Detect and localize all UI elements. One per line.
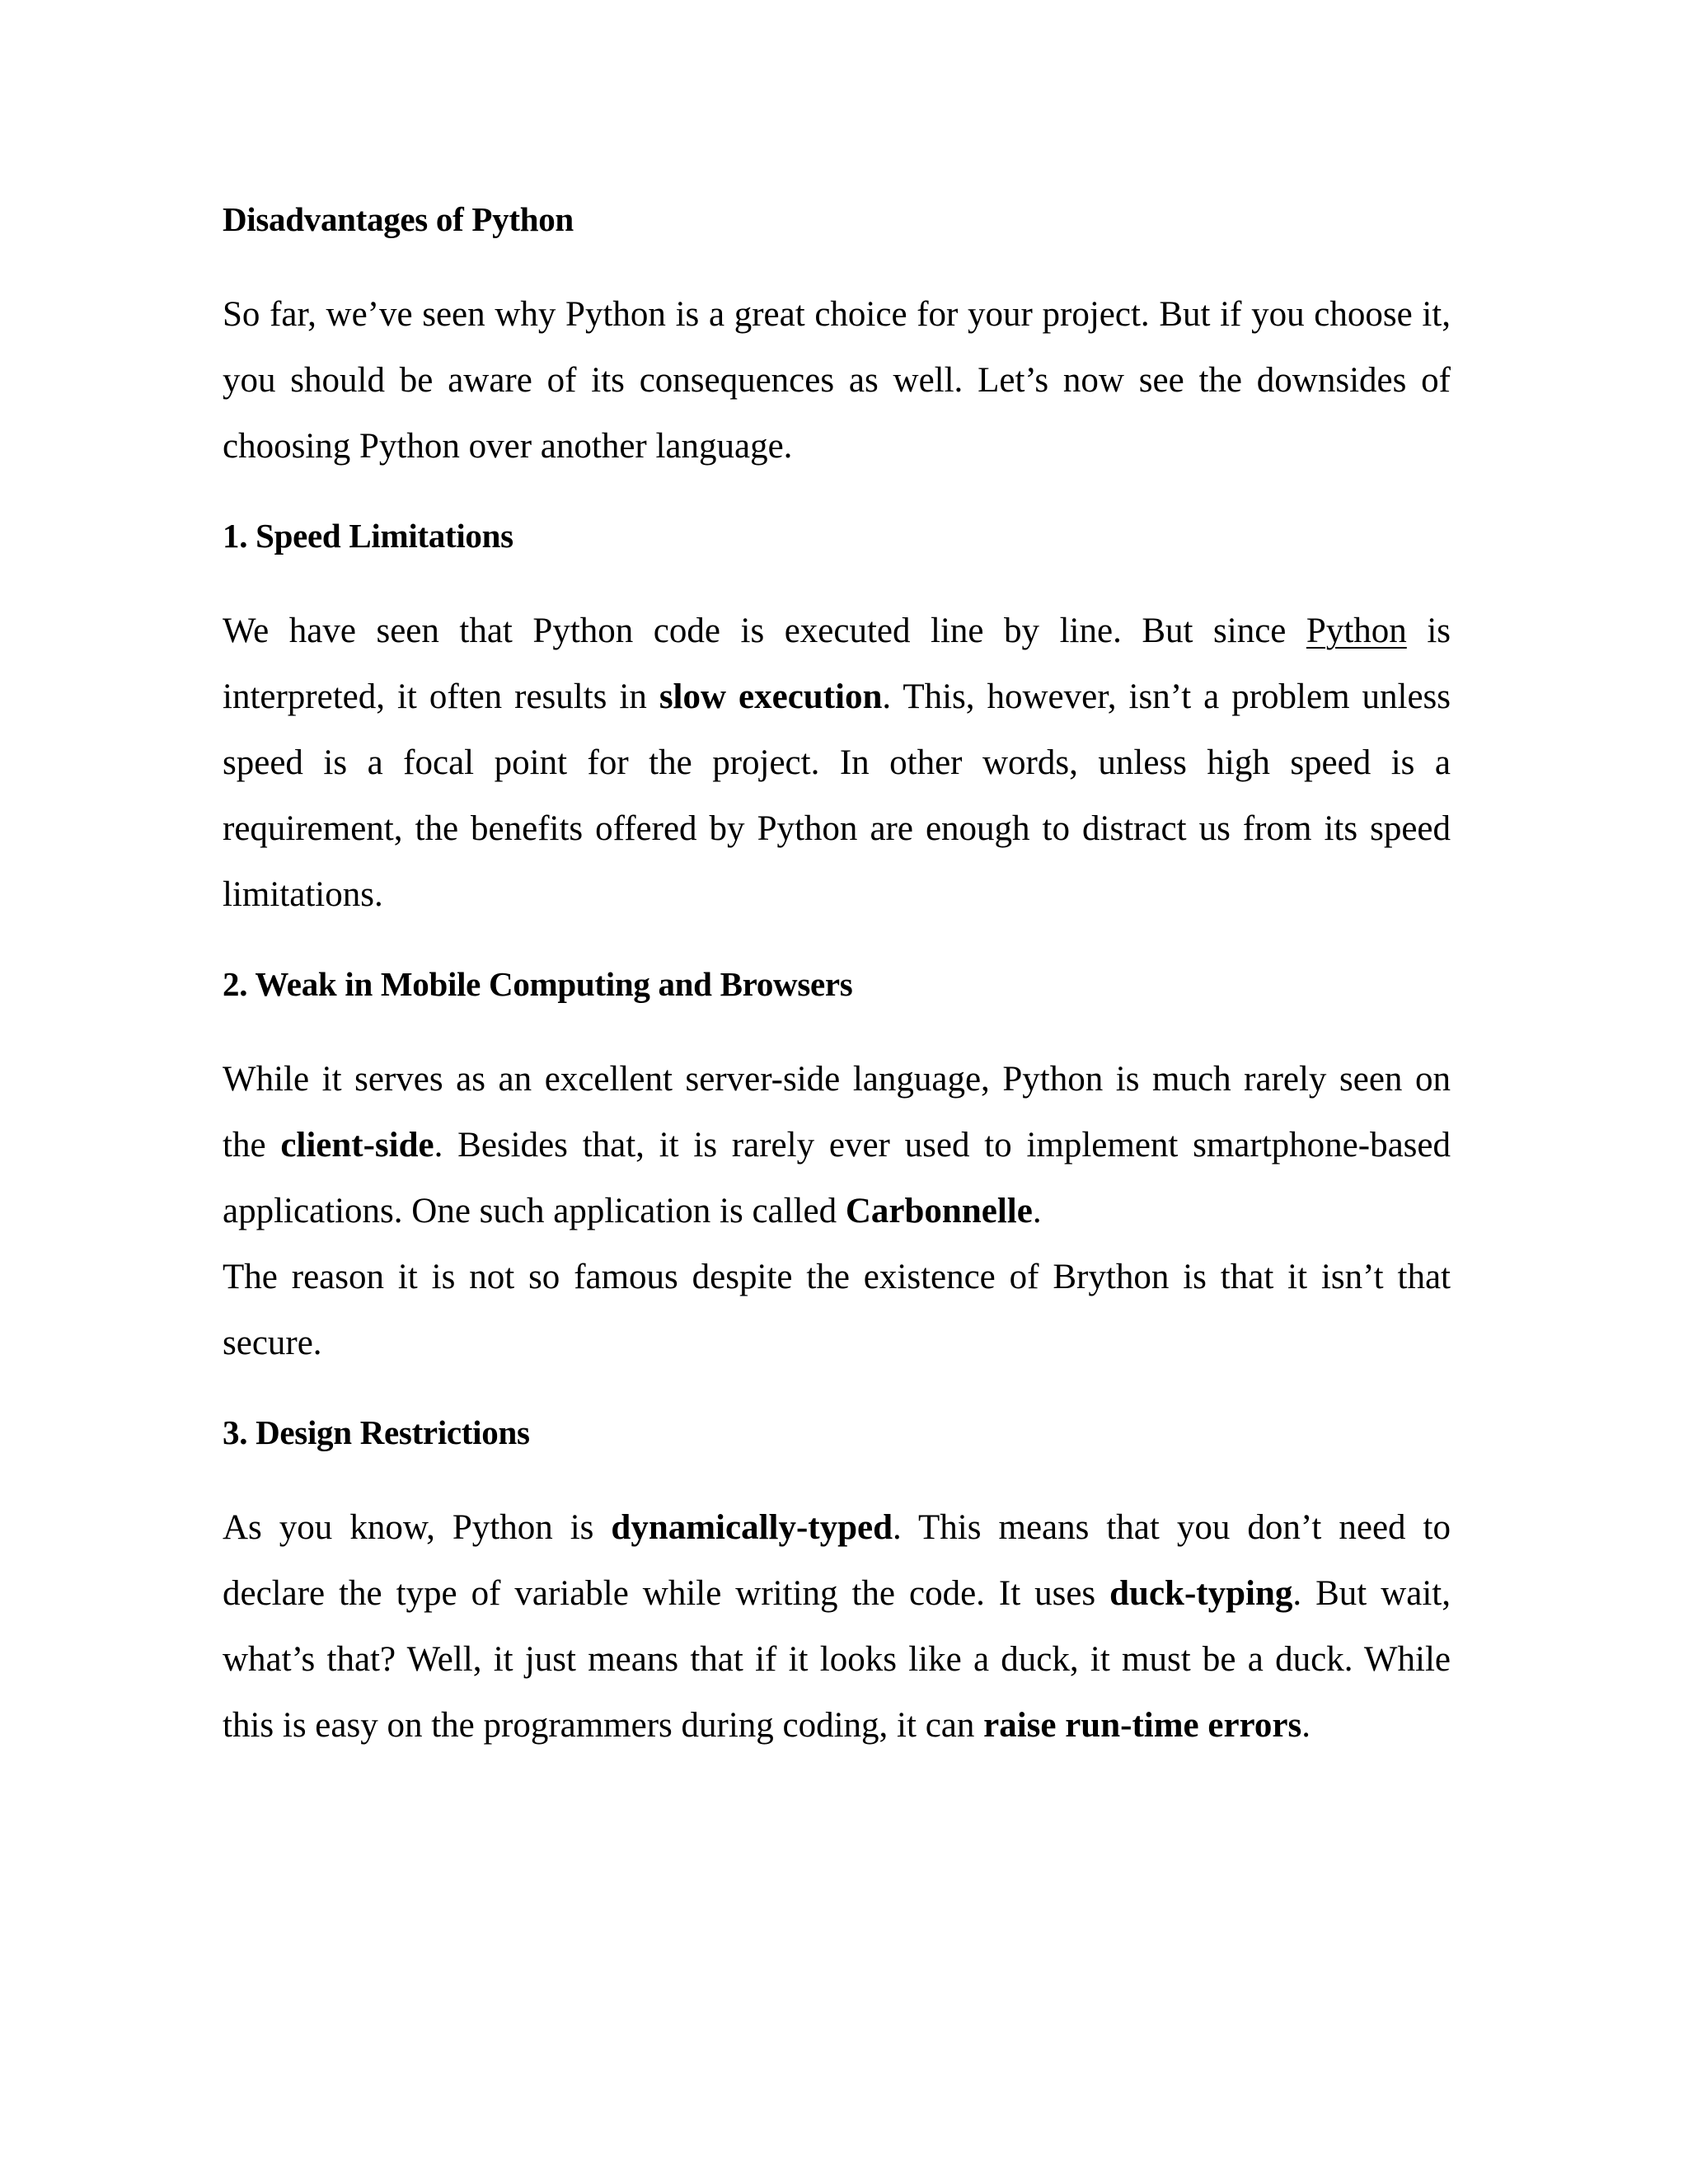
- bold-term-carbonnelle: Carbonnelle: [845, 1192, 1033, 1230]
- text-run: While it serves as an excellent server-side language, Python is much rarely seen on the: [223, 1060, 1451, 1165]
- text-run: We have seen that Python code is executed line by line. But since: [223, 612, 1306, 650]
- text-run: As you know, Python is: [223, 1508, 612, 1547]
- bold-term-duck-typing: duck-typing: [1109, 1574, 1293, 1613]
- text-run: . Besides that, it is rarely ever used to implement smartphone-based applications. One such application is called: [223, 1126, 1451, 1230]
- python-link[interactable]: Python: [1306, 612, 1407, 650]
- document-body: [223, 194, 1451, 1790]
- bold-term-runtime-errors: raise run-time errors: [983, 1706, 1302, 1745]
- text-run: . But wait, what’s that? Well, it just means that if it looks like a duck, it must be a duck. While this is easy on the programmers during coding, it can: [223, 1574, 1451, 1745]
- section-paragraph-weak-mobile-2: The reason it is not so famous despite the existence of Brython is that it isn’t that secure.: [223, 1258, 1451, 1362]
- section-paragraph-design-restrictions: [223, 1495, 1451, 1759]
- section-heading-speed-limitations: 1. Speed Limitations: [223, 517, 513, 555]
- intro-paragraph: So far, we’ve seen why Python is a great choice for your project. But if you choose it, you should be aware of its consequences as well. Let’s now see the downsides of choosing Python over another language.: [223, 295, 1451, 466]
- section-paragraph-weak-mobile: [223, 1047, 1451, 1244]
- text-run: is interpreted, it often results in: [223, 612, 1451, 716]
- bold-term-client-side: client-side: [280, 1126, 434, 1165]
- section-heading-weak-mobile: 2. Weak in Mobile Computing and Browsers: [223, 965, 853, 1003]
- section-heading-design-restrictions: 3. Design Restrictions: [223, 1413, 530, 1451]
- text-run: .: [1032, 1192, 1042, 1230]
- text-run: .: [1301, 1706, 1311, 1745]
- bold-term-dynamically-typed: dynamically-typed: [611, 1508, 893, 1547]
- text-run: . This, however, isn’t a problem unless speed is a focal point for the project. In other words, unless high speed is a requirement, the benefits offered by Python are enough to distract us from its speed limitations.: [223, 677, 1451, 914]
- page-title: Disadvantages of Python: [223, 200, 574, 238]
- section-paragraph-speed-limitations: [223, 598, 1451, 928]
- bold-term-slow-execution: slow execution: [659, 677, 883, 716]
- text-run: . This means that you don’t need to declare the type of variable while writing the code. It uses: [223, 1508, 1451, 1613]
